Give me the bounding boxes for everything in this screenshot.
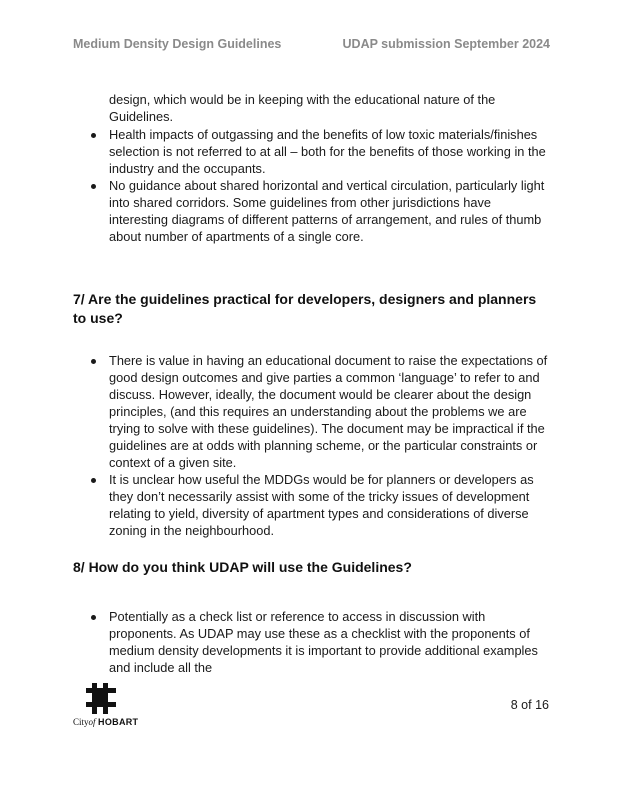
bullet-icon [91, 478, 96, 483]
list-item-text: No guidance about shared horizontal and vertical circulation, particularly light into shared corridors. Some guidelines from other jurisdictions have interesting diagrams of different patterns of arrangement, and rules of thumb about number of apartments of a single core. [109, 178, 545, 244]
list-item-text: Health impacts of outgassing and the benefits of low toxic materials/finishes selection is not referred to at all – both for the benefits of those working in the industry and the occupants. [109, 127, 546, 176]
bullet-icon [91, 184, 96, 189]
list-item [73, 126, 551, 177]
city-of-hobart-logo [73, 682, 143, 732]
list-item-text: It is unclear how useful the MDDGs would be for planners or developers as they don’t necessarily assist with some of the tricky issues of development relating to yield, diversity of apartment types and considerations of diverse zoning in the neighbourhood. [109, 472, 534, 538]
continuation-paragraph [73, 91, 551, 125]
list-item [73, 352, 551, 471]
header-submission-label: UDAP submission September 2024 [342, 37, 550, 51]
bullet-list-2 [73, 352, 551, 539]
list-item [73, 471, 551, 539]
bullet-icon [91, 133, 96, 138]
continuation-text: design, which would be in keeping with the educational nature of the Guidelines. [109, 92, 496, 124]
section-heading-8: 8/ How do you think UDAP will use the Guidelines? [73, 559, 412, 575]
section-heading-7: 7/ Are the guidelines practical for developers, designers and planners to use? [73, 291, 537, 326]
page-number: 8 of 16 [510, 698, 549, 712]
list-item [73, 177, 551, 245]
list-item [73, 608, 551, 676]
page-header [73, 37, 550, 53]
bullet-list-3 [73, 608, 551, 676]
list-item-text: There is value in having an educational document to raise the expectations of good design outcomes and give parties a common ‘language’ to refer to and discuss. However, ideally, the document would be clearer about the design principles, (and this requires an understanding about the problems we are trying to solve with these guidelines). The document may be impractical if the guidelines are at odds with planning scheme, or the particular constraints or context of a given site. [109, 353, 548, 470]
bullet-icon [91, 615, 96, 620]
header-document-title: Medium Density Design Guidelines [73, 37, 282, 51]
list-item-text: Potentially as a check list or reference to access in discussion with proponents. As UDAP may use these as a checklist with the proponents of medium density developments it is important to provide additional examples and include all the [109, 609, 538, 675]
logo-wordmark: Cityof HOBART [73, 717, 139, 727]
bullet-icon [91, 359, 96, 364]
bullet-list-1 [73, 126, 551, 245]
